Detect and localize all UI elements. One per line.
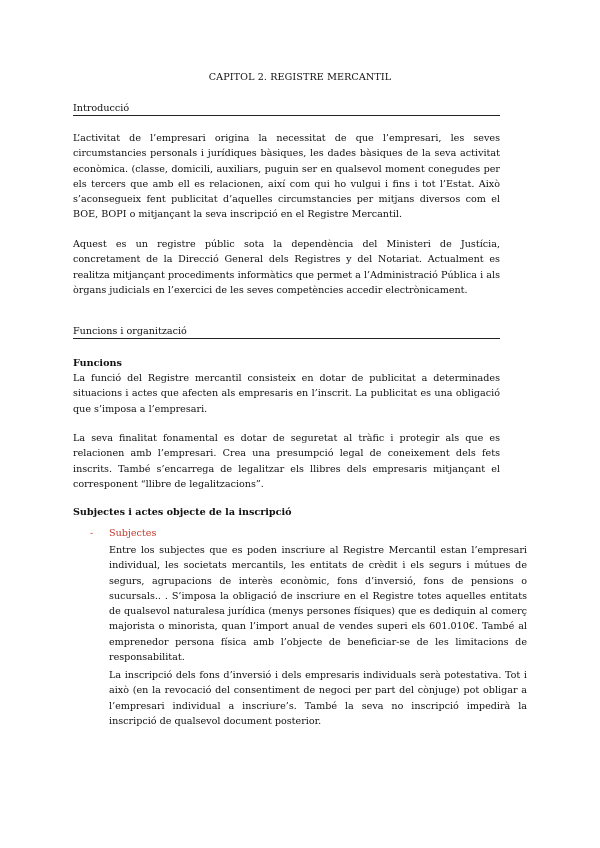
subjectes-paragraph-1: Entre los subjectes que es poden inscriure al Registre Mercantil estan l’empresari individual, les societats mercantils, les entitats de crèdit i els segurs i mútues de segurs, agrupacions de interès econòmic, fons d’inversió, fons de pensions o sucursals.. . S’imposa la obligació de inscriure en el Registre totes aquelles entitats de qualsevol naturalesa jurídica (menys persones físiques) que es dediquin al comerç majorista o minorista, quan l’import anual de vendes superi els 601.010€. També al emprenedor persona física amb l’objecte de beneficiar-se de les limitacions de responsabilitat.: [109, 545, 527, 664]
section-heading-funcions: Funcions i organització: [73, 326, 500, 339]
section-heading-subjectes: Subjectes i actes objecte de la inscripció: [73, 507, 292, 518]
funcions-paragraph-1: La funció del Registre mercantil consisteix en dotar de publicitat a determinades situacions i actes que afecten als empresaris en l’inscrit. La publicitat es una obligació que s’imposa a l’empresari.: [73, 373, 500, 415]
page-title: CAPITOL 2. REGISTRE MERCANTIL: [208, 72, 392, 83]
bullet-marker: -: [90, 528, 94, 539]
funcions-paragraph-2: La seva finalitat fonamental es dotar de seguretat al tràfic i protegir als que es relacionen amb l’empresari. Crea una presumpció legal de coneixement dels fets inscrits. També s’encarrega de legalitzar els llibres dels empresaris mitjançant el corresponent “llibre de legalitzacions”.: [73, 433, 500, 490]
intro-paragraph-1: L’activitat de l’empresari origina la necessitat de que l’empresari, les seves circumstancies personals i jurídiques bàsiques, les dades bàsiques de la seva activitat econòmica. (classe, domicili, auxiliars, puguin ser en qualsevol moment conegudes per els tercers que amb ell es relacionen, així com qui ho vulgui i fins i tot l’Estat. Això s’aconsegueix fent publicitat d’aquelles circumstancies per mitjans diversos com el BOE, BOPI o mitjançant la seva inscripció en el Registre Mercantil.: [73, 133, 500, 221]
intro-paragraph-2: Aquest es un registre públic sota la dependència del Ministeri de Justícia, concretament de la Direcció General dels Registres y del Notariat. Actualment es realitza mitjançant procediments informàtics que permet a l’Administració Pública i als òrgans judicials en l’exercici de les seves competències accedir electrònicament.: [73, 239, 500, 296]
subheading-funcions: Funcions: [73, 358, 122, 369]
section-heading-introduccio: Introducció: [73, 103, 500, 116]
subjectes-paragraph-2: La inscripció dels fons d’inversió i dels empresaris individuals serà potestativa. Tot i això (en la revocació del consentiment de negoci per part del cònjuge) pot obligar a l’empresari individual a inscriure’s. També la seva no inscripció impedirà la inscripció de qualsevol document posterior.: [109, 670, 527, 727]
bullet-label-subjectes: Subjectes: [109, 528, 157, 539]
